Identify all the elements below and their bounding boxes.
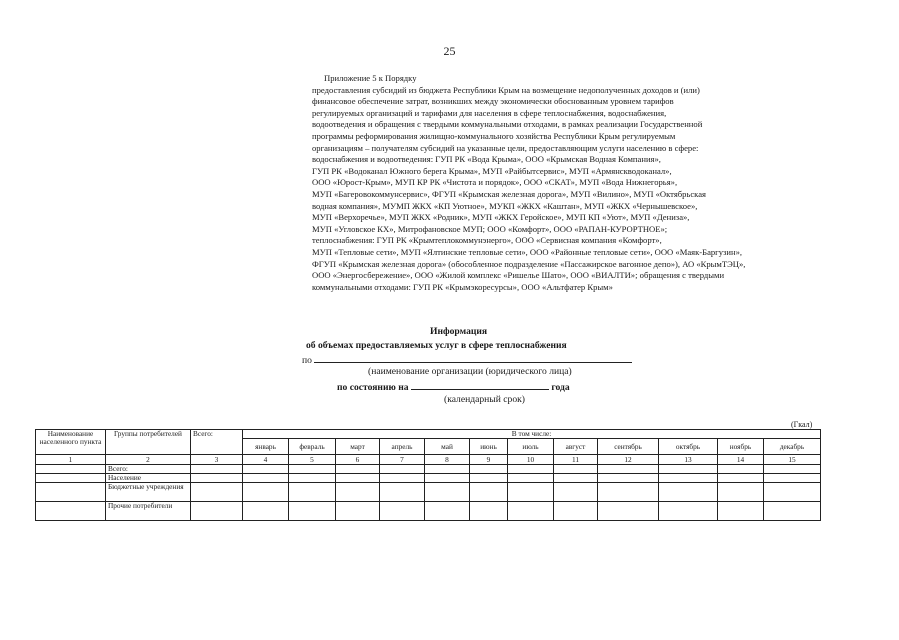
table-cell[interactable] xyxy=(191,474,243,483)
table-cell[interactable] xyxy=(336,502,380,521)
state-suffix: года xyxy=(551,382,570,393)
table-cell[interactable] xyxy=(289,465,336,474)
numbers-row xyxy=(36,455,821,465)
column-number: 11 xyxy=(554,455,598,465)
appendix-line: водоотведения и обращения с твердыми коммунальными отходами, в рамках реализации Государственной xyxy=(312,119,703,130)
table-cell[interactable] xyxy=(289,474,336,483)
appendix-line: водоснабжения и водоотведения: ГУП РК «Вода Крыма», ООО «Крымская Водная Компания», xyxy=(312,154,661,165)
appendix-line: ГУП РК «Водоканал Южного берега Крыма», МУП «Райбытсервис», МУП «Армянскводоканал», xyxy=(312,165,672,176)
table-cell[interactable] xyxy=(718,465,764,474)
table-cell[interactable] xyxy=(380,474,425,483)
table-cell[interactable] xyxy=(425,502,470,521)
table-cell[interactable] xyxy=(289,502,336,521)
table-cell[interactable] xyxy=(764,465,821,474)
table-cell[interactable] xyxy=(659,483,718,502)
table-cell[interactable] xyxy=(764,502,821,521)
table-cell[interactable] xyxy=(598,465,659,474)
column-number: 1 xyxy=(36,455,106,465)
table-cell[interactable] xyxy=(470,465,508,474)
table-cell[interactable] xyxy=(380,502,425,521)
page-number: 25 xyxy=(443,44,456,58)
info-subtitle: об объемах предоставляемых услуг в сфере теплоснабжения xyxy=(306,340,567,351)
column-number: 10 xyxy=(508,455,554,465)
header-settlement: Наименование населенного пункта xyxy=(36,430,106,455)
appendix-line: ООО «Энергосбережение», ООО «Жилой комплекс «Ришелье Шато», ООО «ВИАЛТИ»; обращения с твердыми xyxy=(312,270,725,281)
table-cell[interactable] xyxy=(36,474,106,483)
table-cell[interactable] xyxy=(380,465,425,474)
table-cell[interactable] xyxy=(191,465,243,474)
column-number: 2 xyxy=(106,455,191,465)
table-cell[interactable] xyxy=(425,474,470,483)
appendix-line: регулируемых организаций и тарифами для населения в сфере теплоснабжения, водоснабжения, xyxy=(312,107,667,118)
appendix-line: коммунальными отходами: ГУП РК «Крымэкоресурсы», ООО «Альтфатер Крым» xyxy=(312,281,613,292)
appendix-line: Приложение 5 к Порядку xyxy=(324,73,417,83)
table-cell[interactable] xyxy=(243,474,289,483)
appendix-line: программы реформирования жилищно-коммунального хозяйства Республики Крым регулируемым xyxy=(312,130,676,141)
state-prefix: по состоянию на xyxy=(337,382,409,393)
column-number: 13 xyxy=(659,455,718,465)
header-month: ноябрь xyxy=(718,439,764,455)
table-cell[interactable] xyxy=(243,502,289,521)
row-label: Население xyxy=(106,474,191,483)
column-number: 4 xyxy=(243,455,289,465)
appendix-line: МУП «Багеровокоммунсервис», ФГУП «Крымская железная дорога», МУП «Вилино», МУП «Октябрьская xyxy=(312,188,706,199)
org-name-field[interactable] xyxy=(314,353,632,363)
table-cell[interactable] xyxy=(718,474,764,483)
table-cell[interactable] xyxy=(554,465,598,474)
header-including: В том числе: xyxy=(243,430,821,439)
header-groups: Группы потребителей xyxy=(106,430,191,455)
table-row xyxy=(36,502,821,521)
table-cell[interactable] xyxy=(36,502,106,521)
row-label: Прочие потребители xyxy=(106,502,191,521)
table-row xyxy=(36,465,821,474)
table-cell[interactable] xyxy=(764,483,821,502)
info-title: Информация xyxy=(430,326,488,337)
column-number: 12 xyxy=(598,455,659,465)
table-row xyxy=(36,474,821,483)
table-cell[interactable] xyxy=(508,474,554,483)
table-cell[interactable] xyxy=(36,465,106,474)
appendix-block xyxy=(312,73,852,293)
header-month: декабрь xyxy=(764,439,821,455)
header-month: июль xyxy=(508,439,554,455)
table-cell[interactable] xyxy=(243,483,289,502)
appendix-line: организациям – получателям субсидий на указанные цели, предоставляющим услуги населению в сфере: xyxy=(312,142,699,153)
appendix-line: теплоснабжения: ГУП РК «Крымтеплокоммунэнерго», ООО «Сервисная компания «Комфорт», xyxy=(312,235,662,246)
table-cell[interactable] xyxy=(380,483,425,502)
table-cell[interactable] xyxy=(336,474,380,483)
column-number: 8 xyxy=(425,455,470,465)
column-number: 15 xyxy=(764,455,821,465)
table-cell[interactable] xyxy=(470,483,508,502)
date-field[interactable] xyxy=(411,380,549,390)
table-cell[interactable] xyxy=(659,502,718,521)
table-cell[interactable] xyxy=(425,483,470,502)
table-cell[interactable] xyxy=(598,474,659,483)
table-cell[interactable] xyxy=(598,483,659,502)
period-note: (календарный срок) xyxy=(444,394,525,405)
header-month: январь xyxy=(243,439,289,455)
table-cell[interactable] xyxy=(659,474,718,483)
appendix-line: ФГУП «Крымская железная дорога» (обособленное подразделение «Пассажирское вагонное депо»), АО «КрымТЭЦ», xyxy=(312,258,746,269)
org-line xyxy=(302,353,632,366)
table-cell[interactable] xyxy=(764,474,821,483)
table-cell[interactable] xyxy=(336,465,380,474)
column-number: 5 xyxy=(289,455,336,465)
header-month: февраль xyxy=(289,439,336,455)
volumes-table xyxy=(35,429,821,521)
header-month: май xyxy=(425,439,470,455)
po-label: по xyxy=(302,355,312,366)
table-cell[interactable] xyxy=(554,483,598,502)
column-number: 3 xyxy=(191,455,243,465)
header-month: апрель xyxy=(380,439,425,455)
appendix-line: предоставления субсидий из бюджета Республики Крым на возмещение недополученных доходов и (или) xyxy=(312,84,700,95)
table-cell[interactable] xyxy=(554,474,598,483)
appendix-line: МУП «Верхоречье», МУП ЖКХ «Родник», МУП «ЖКХ Геройское», МУП КП «Уют», МУП «Дениза», xyxy=(312,212,690,223)
org-note: (наименование организации (юридического лица) xyxy=(368,366,572,377)
table-cell[interactable] xyxy=(659,465,718,474)
header-month: август xyxy=(554,439,598,455)
table-row xyxy=(36,483,821,502)
table-cell[interactable] xyxy=(36,483,106,502)
column-number: 14 xyxy=(718,455,764,465)
table-cell[interactable] xyxy=(191,502,243,521)
table-cell[interactable] xyxy=(554,502,598,521)
header-month: март xyxy=(336,439,380,455)
row-label: Всего: xyxy=(106,465,191,474)
table-cell[interactable] xyxy=(243,465,289,474)
header-month: июнь xyxy=(470,439,508,455)
table-cell[interactable] xyxy=(718,502,764,521)
table-cell[interactable] xyxy=(289,483,336,502)
table-cell[interactable] xyxy=(718,483,764,502)
header-total: Всего: xyxy=(191,430,243,455)
column-number: 9 xyxy=(470,455,508,465)
appendix-line: финансовое обеспечение затрат, возникших между экономически обоснованным уровнем тарифов xyxy=(312,96,674,107)
table-cell[interactable] xyxy=(470,502,508,521)
table-cell[interactable] xyxy=(425,465,470,474)
column-number: 7 xyxy=(380,455,425,465)
table-cell[interactable] xyxy=(508,465,554,474)
appendix-line: МУП «Тепловые сети», МУП «Ялтинские тепловые сети», ООО «Районные тепловые сети», ООО «Маяк-Баргузин», xyxy=(312,246,743,257)
appendix-line: ООО «Юрост-Крым», МУП КР РК «Чистота и порядок», ООО «СКАТ», МУП «Вода Нижнегорья», xyxy=(312,177,678,188)
appendix-line: МУП «Угловское КХ», Митрофановское МУП; ООО «Комфорт», ООО «РАПАН-КУРОРТНОЕ»; xyxy=(312,223,668,234)
state-line xyxy=(337,380,570,393)
table-cell[interactable] xyxy=(470,474,508,483)
header-month: октябрь xyxy=(659,439,718,455)
units-label: (Гкал) xyxy=(791,420,813,429)
row-label: Бюджетные учреждения xyxy=(106,483,191,502)
appendix-line: водная компания», МУМП ЖКХ «КП Уютное», МУКП «ЖКХ «Каштан», МУП «ЖКХ «Чернышевское», xyxy=(312,200,698,211)
table-cell[interactable] xyxy=(508,502,554,521)
column-number: 6 xyxy=(336,455,380,465)
table-cell[interactable] xyxy=(191,483,243,502)
table-cell[interactable] xyxy=(598,502,659,521)
table-cell[interactable] xyxy=(336,483,380,502)
header-month: сентябрь xyxy=(598,439,659,455)
table-cell[interactable] xyxy=(508,483,554,502)
